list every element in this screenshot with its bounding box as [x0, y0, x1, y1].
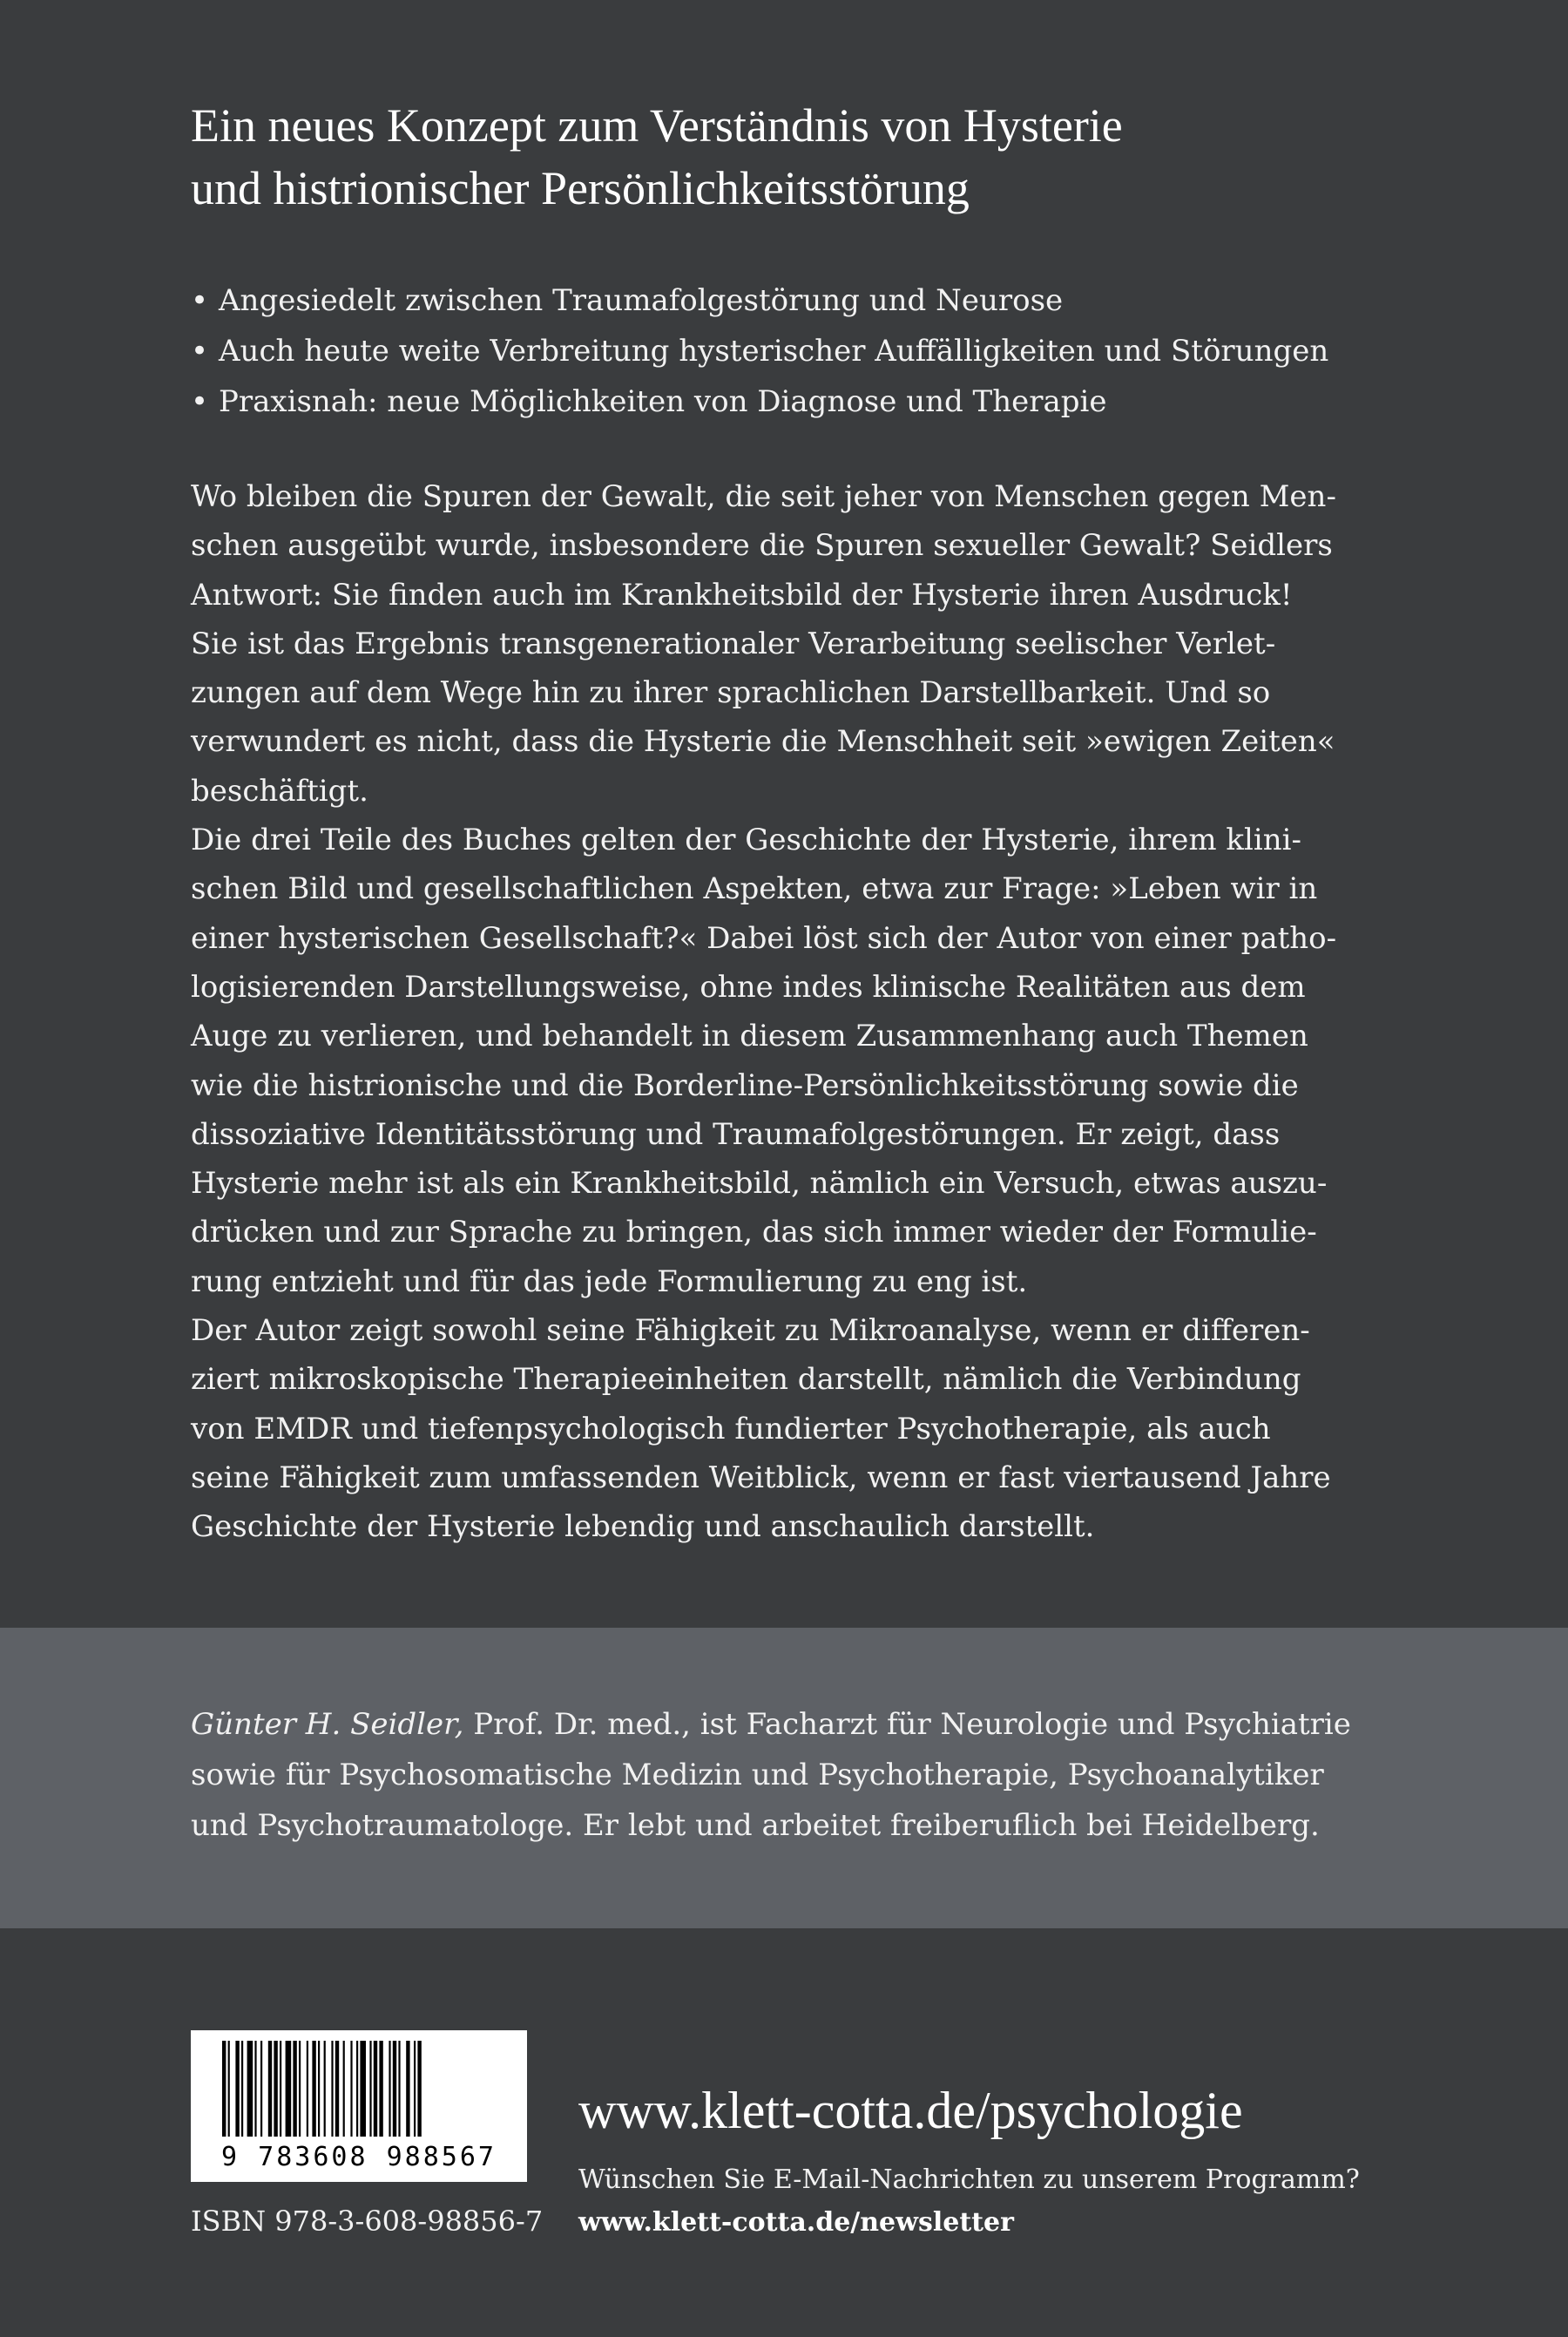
- feature-item: [191, 326, 1328, 376]
- feature-text: Praxisnah: neue Möglichkeiten von Diagnose und Therapie: [219, 384, 1107, 419]
- description-line: ziert mikroskopische Therapieeinheiten darstellt, nämlich die Verbindung: [191, 1362, 1301, 1398]
- headline: [191, 94, 1445, 220]
- description-line: Der Autor zeigt sowohl seine Fähigkeit zu Mikroanalyse, wenn er differen-: [191, 1313, 1310, 1349]
- description-line: von EMDR und tiefenpsychologisch fundierter Psychotherapie, als auch: [191, 1411, 1271, 1446]
- newsletter-question: Wünschen Sie E-Mail-Nachrichten zu unserem Programm?: [578, 2164, 1360, 2195]
- description-line: seine Fähigkeit zum umfassenden Weitblick, wenn er fast viertausend Jahre: [191, 1460, 1331, 1495]
- bullet-icon: •: [191, 384, 209, 419]
- isbn: ISBN 978-3-608-98856-7: [191, 2205, 544, 2238]
- description-line: dissoziative Identitätsstörung und Traumafolgestörungen. Er zeigt, dass: [191, 1116, 1281, 1152]
- feature-item: [191, 275, 1328, 326]
- bullet-icon: •: [191, 283, 209, 318]
- author-name: Günter H. Seidler,: [191, 1707, 464, 1742]
- description-line: schen Bild und gesellschaftlichen Aspekten, etwa zur Frage: »Leben wir in: [191, 871, 1318, 907]
- author-bio: [191, 1699, 1351, 1851]
- bullet-icon: •: [191, 334, 209, 369]
- description-line: verwundert es nicht, dass die Hysterie die Menschheit seit »ewigen Zeiten«: [191, 724, 1335, 760]
- description-line: Geschichte der Hysterie lebendig und anschaulich darstellt.: [191, 1509, 1095, 1545]
- feature-list: [191, 275, 1328, 427]
- newsletter-link[interactable]: www.klett-cotta.de/newsletter: [578, 2207, 1014, 2238]
- description-line: wie die histrionische und die Borderline-Persönlichkeitsstörung sowie die: [191, 1067, 1299, 1103]
- description-line: zungen auf dem Wege hin zu ihrer sprachlichen Darstellbarkeit. Und so: [191, 675, 1271, 711]
- description-line: Die drei Teile des Buches gelten der Geschichte der Hysterie, ihrem klini-: [191, 823, 1302, 858]
- description-line: logisierenden Darstellungsweise, ohne indes klinische Realitäten aus dem: [191, 969, 1306, 1005]
- description-text: [191, 472, 1410, 1552]
- description-line: rung entzieht und für das jede Formulierung zu eng ist.: [191, 1263, 1028, 1299]
- author-bio-line: [191, 1699, 1351, 1750]
- publisher-website[interactable]: www.klett-cotta.de/psychologie: [578, 2082, 1243, 2139]
- barcode: [191, 2030, 527, 2182]
- author-bio-line: sowie für Psychosomatische Medizin und Psychotherapie, Psychoanalytiker: [191, 1758, 1324, 1792]
- description-line: einer hysterischen Gesellschaft?« Dabei löst sich der Autor von einer patho-: [191, 920, 1337, 956]
- headline-line-2: und histrionischer Persönlichkeitsstörung: [191, 162, 970, 214]
- description-line: Wo bleiben die Spuren der Gewalt, die seit jeher von Menschen gegen Men-: [191, 479, 1336, 514]
- feature-text: Auch heute weite Verbreitung hysterischer Auffälligkeiten und Störungen: [219, 334, 1329, 369]
- description-line: Hysterie mehr ist als ein Krankheitsbild, nämlich ein Versuch, etwas auszu-: [191, 1166, 1328, 1202]
- description-line: drücken und zur Sprache zu bringen, das sich immer wieder der Formulie-: [191, 1215, 1317, 1250]
- headline-line-1: Ein neues Konzept zum Verständnis von Hysterie: [191, 99, 1123, 152]
- description-line: Antwort: Sie finden auch im Krankheitsbild der Hysterie ihren Ausdruck!: [191, 577, 1293, 613]
- description-line: beschäftigt.: [191, 773, 368, 809]
- description-line: Sie ist das Ergebnis transgenerationaler Verarbeitung seelischer Verlet-: [191, 626, 1276, 661]
- feature-text: Angesiedelt zwischen Traumafolgestörung und Neurose: [219, 283, 1064, 318]
- description-line: schen ausgeübt wurde, insbesondere die Spuren sexueller Gewalt? Seidlers: [191, 528, 1333, 564]
- author-bio-text: Prof. Dr. med., ist Facharzt für Neurologie und Psychiatrie: [463, 1707, 1351, 1742]
- barcode-digits: 9 783608 988567: [221, 2142, 497, 2172]
- description-line: Auge zu verlieren, und behandelt in diesem Zusammenhang auch Themen: [191, 1019, 1308, 1054]
- author-bio-line: und Psychotraumatologe. Er lebt und arbeitet freiberuflich bei Heidelberg.: [191, 1808, 1320, 1843]
- feature-item: [191, 376, 1328, 427]
